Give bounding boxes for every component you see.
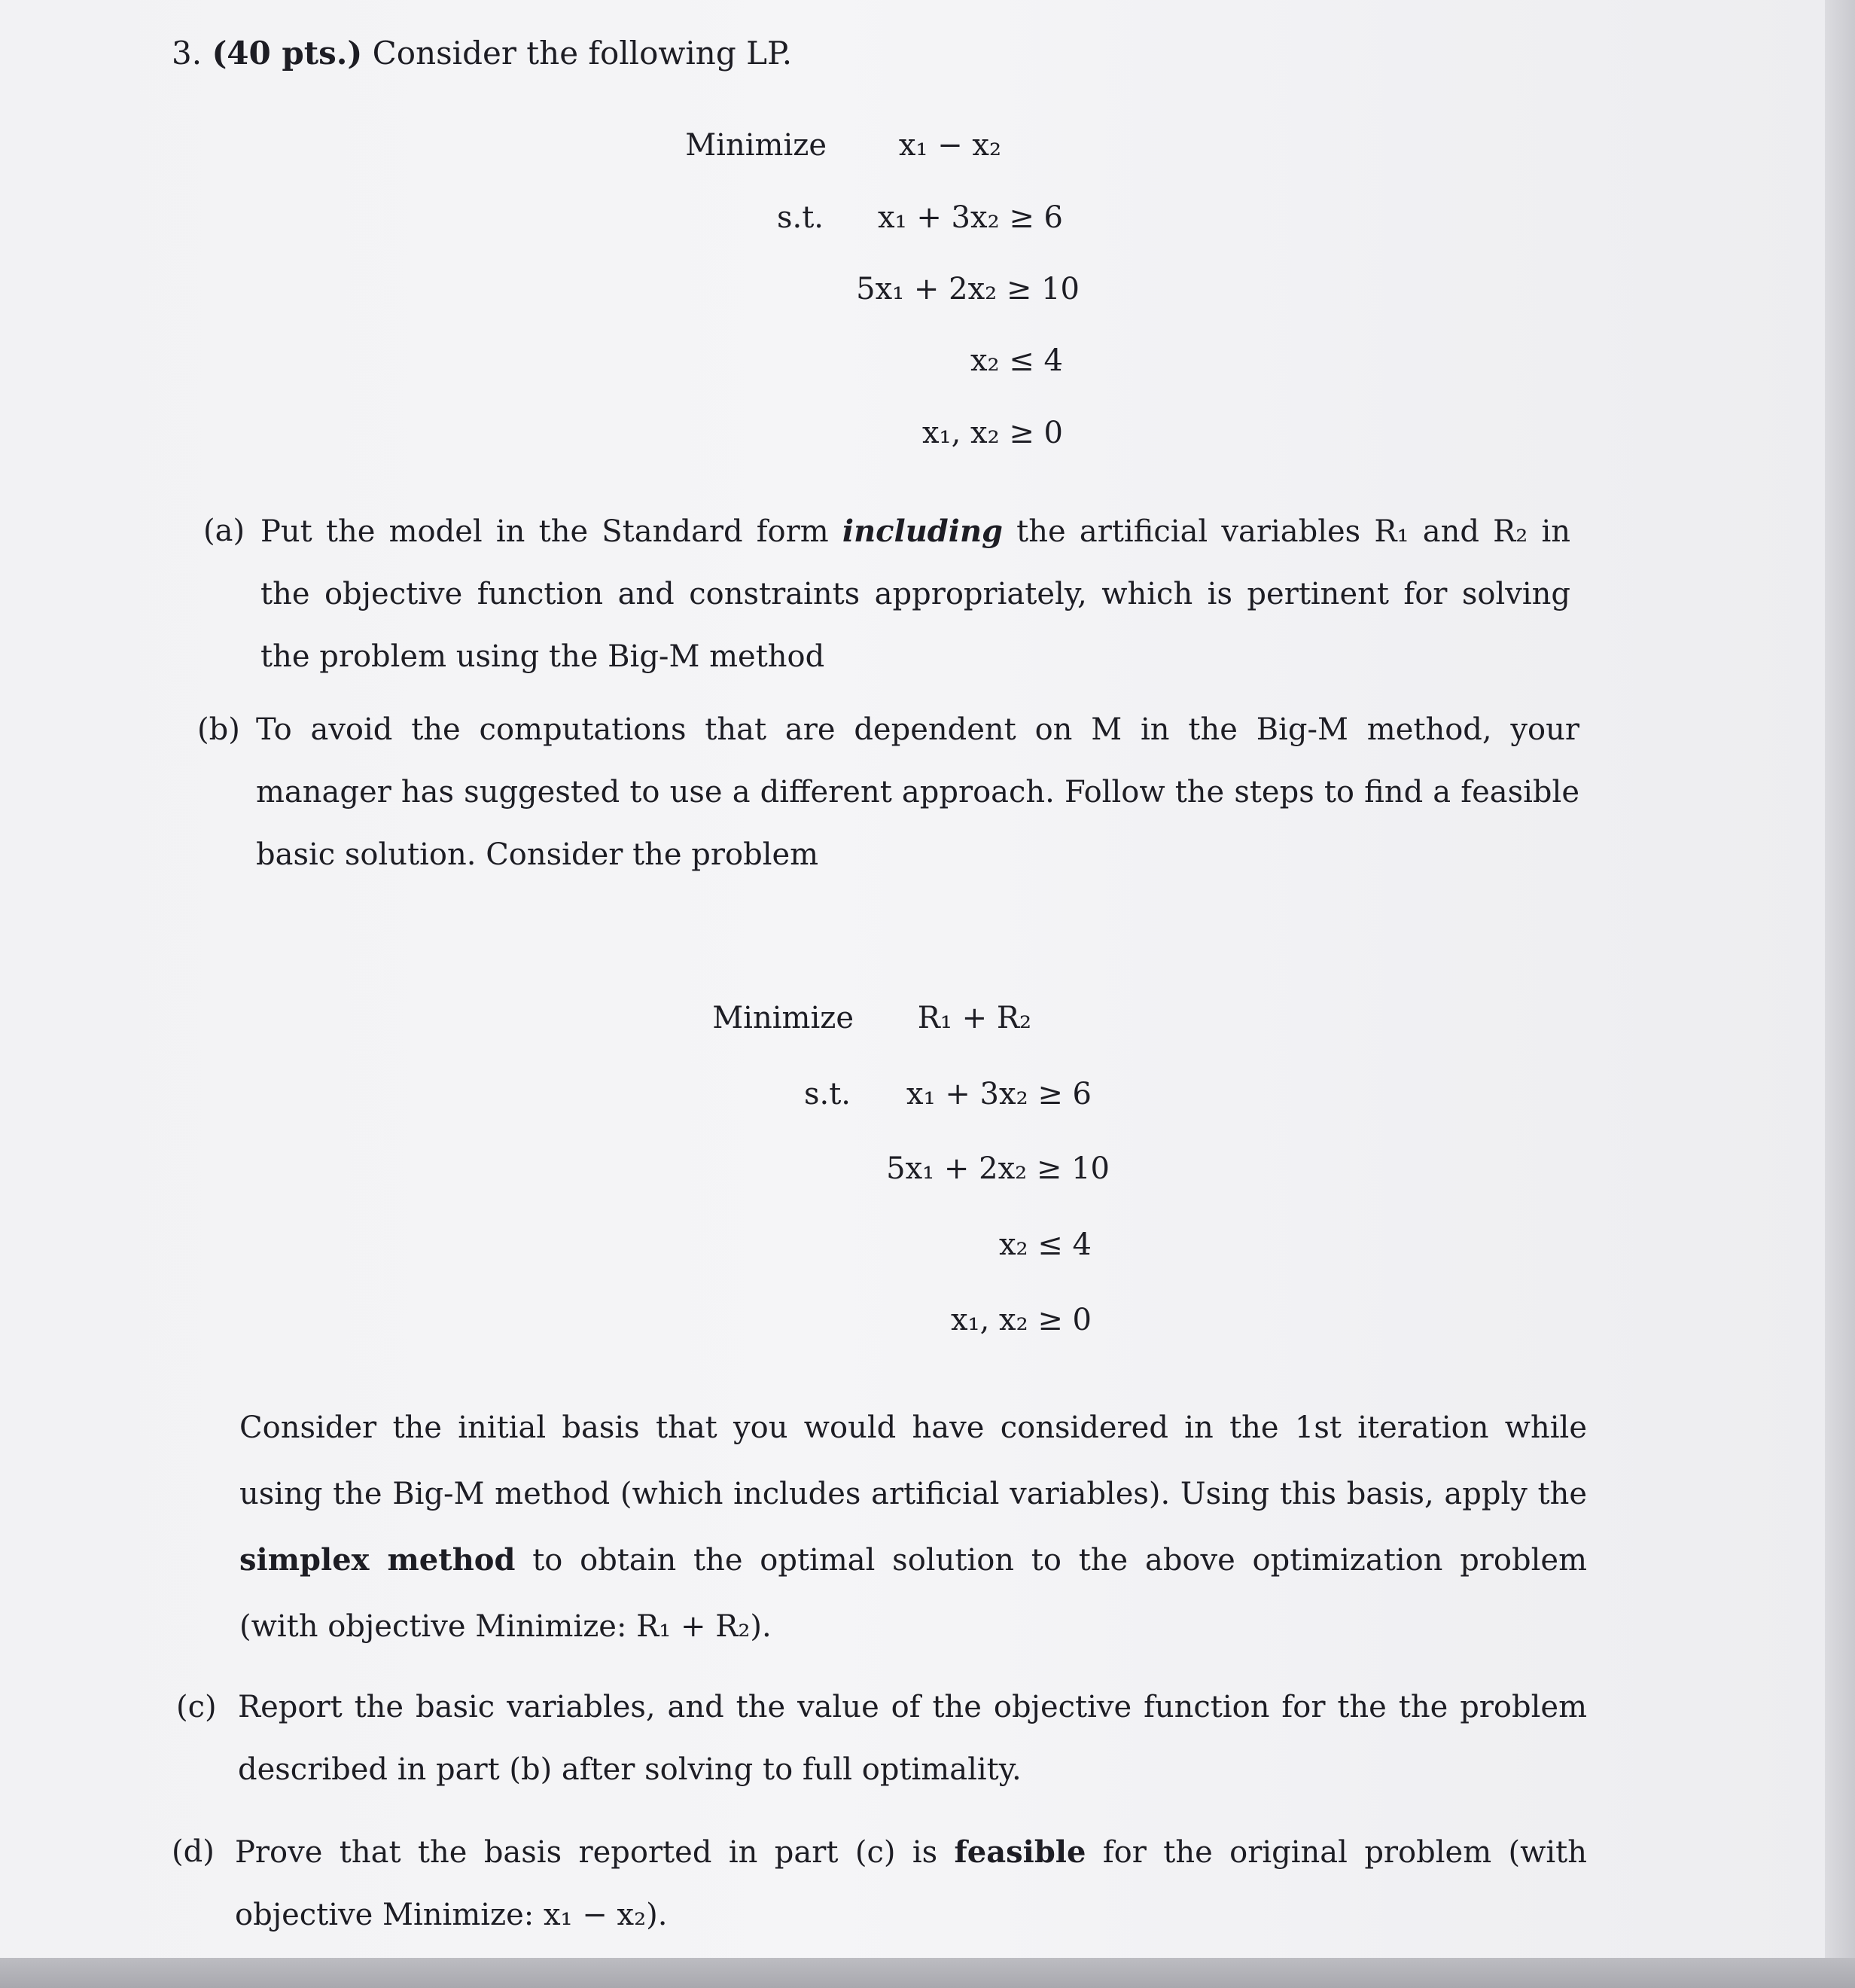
objective-expression: R₁ + R₂ <box>917 1001 1031 1035</box>
constraint: x₂ ≤ 4 <box>999 1227 1092 1262</box>
constraint: 5x₁ + 2x₂ ≥ 10 <box>856 272 1080 306</box>
problem-intro: Consider the following LP. <box>372 35 793 72</box>
emphasis: feasible <box>954 1834 1086 1870</box>
constraint: x₁ + 3x₂ ≥ 6 <box>906 1077 1092 1111</box>
objective-label: Minimize <box>712 1001 854 1035</box>
problem-points: (40 pts.) <box>212 35 363 72</box>
emphasis: including <box>842 514 1003 549</box>
problem-number: 3. <box>172 35 203 72</box>
part-d-text: Prove that the basis reported in part (c) is feasible for the original problem (with objective Minimize: x₁ − x₂). <box>235 1834 1587 1932</box>
page-bottom-edge <box>0 1958 1855 1988</box>
part-b-text: To avoid the computations that are dependent on M in the Big-M method, your manager has suggested to use a different approach. Follow the steps to find a feasible basic solution. Consider the problem <box>256 712 1579 872</box>
constraint: x₁, x₂ ≥ 0 <box>921 416 1063 450</box>
page-edge <box>1825 0 1855 1988</box>
part-c-marker: (c) <box>176 1690 217 1724</box>
constraint: x₁, x₂ ≥ 0 <box>950 1303 1092 1337</box>
objective-expression: x₁ − x₂ <box>898 128 1001 163</box>
constraint: x₂ ≤ 4 <box>970 343 1063 378</box>
st-label: s.t. <box>776 200 824 235</box>
st-label: s.t. <box>803 1077 851 1111</box>
part-a-marker: (a) <box>203 514 245 548</box>
part-c-text: Report the basic variables, and the value of the objective function for the the problem described in part (b) after solving to full optimality. <box>238 1690 1587 1787</box>
part-d-marker: (d) <box>172 1834 215 1869</box>
emphasis: simplex method <box>239 1542 516 1578</box>
objective-label: Minimize <box>685 128 827 163</box>
part-a-text: Put the model in the Standard form including the artificial variables R₁ and R₂ in the objective function and constraints appropriately, which is pertinent for solving the problem using the Big-M method <box>260 514 1571 674</box>
part-b-continuation: Consider the initial basis that you would have considered in the 1st iteration while using the Big-M method (which includes artificial variables). Using this basis, apply the simplex method to obtain the optimal solution to the above optimization problem (with objective Minimize: R₁ + R₂). <box>239 1410 1588 1644</box>
part-b-marker: (b) <box>197 712 240 747</box>
constraint: 5x₁ + 2x₂ ≥ 10 <box>886 1151 1110 1186</box>
constraint: x₁ + 3x₂ ≥ 6 <box>878 200 1063 235</box>
